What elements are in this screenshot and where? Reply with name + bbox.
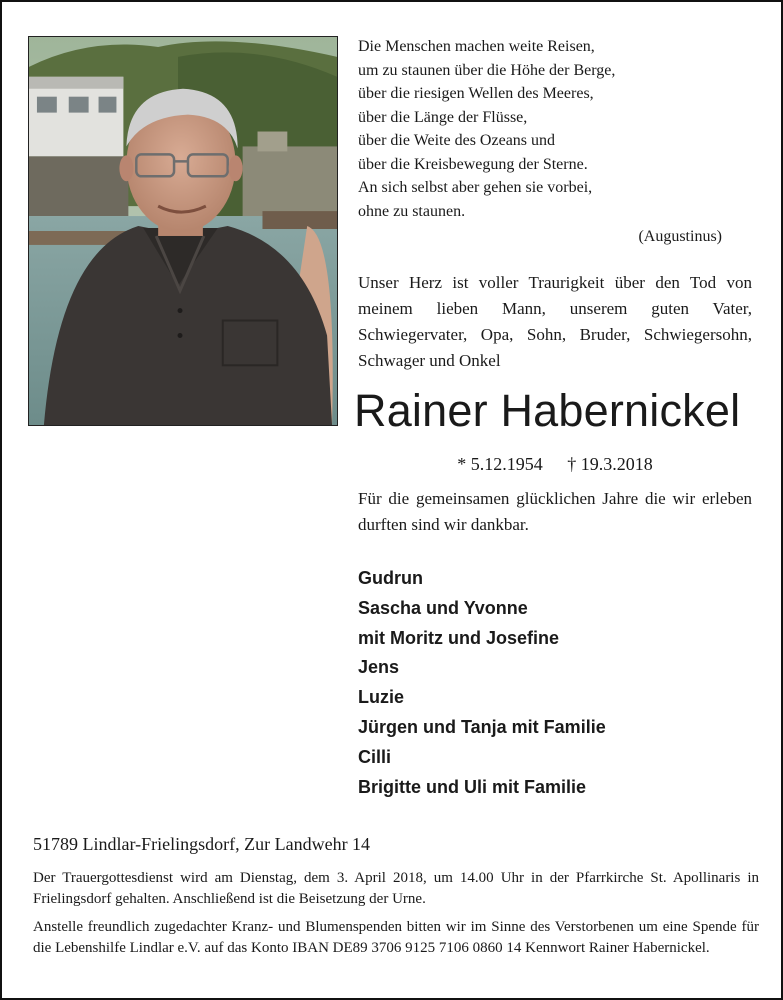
address: 51789 Lindlar-Frielingsdorf, Zur Landwehr 14 (33, 834, 371, 854)
deceased-name: Rainer Habernickel (354, 385, 741, 436)
poem-line: über die Kreisbewegung der Sterne. (358, 155, 588, 173)
poem-line: über die Weite des Ozeans und (358, 132, 556, 149)
donation-notice: Anstelle freundlich zugedachter Kranz- und Blumenspenden bitten wir im Sinne des Verstorbenen um eine Spende für die Lebenshilfe Lindlar e.V. auf das Konto IBAN DE89 3706 9125 7106 0860 14 Kennwort Rainer Habernickel. (33, 919, 759, 956)
poem-line: Die Menschen machen weite Reisen, (358, 38, 595, 55)
family-member: Cilli (358, 746, 392, 767)
poem (358, 35, 728, 249)
funeral-service-notice: Der Trauergottesdienst wird am Dienstag, dem 3. April 2018, um 14.00 Uhr in der Pfarrkirche St. Apollinaris in Frielingsdorf gehalten. Anschließend ist die Beisetzung der Urne. (33, 870, 759, 907)
family-member: Luzie (358, 687, 405, 708)
death-date: † 19.3.2018 (567, 454, 653, 474)
poem-line: über die Länge der Flüsse, (358, 108, 528, 126)
portrait-illustration (29, 37, 337, 425)
family-member: Brigitte und Uli mit Familie (358, 776, 587, 797)
life-dates (358, 452, 752, 476)
family-member: mit Moritz und Josefine (358, 627, 560, 648)
family-member: Jürgen und Tanja mit Familie (358, 716, 606, 737)
poem-line: über die riesigen Wellen des Meeres, (358, 85, 594, 102)
family-member: Jens (358, 657, 400, 678)
family-member: Gudrun (358, 568, 423, 588)
thanks-text: Für die gemeinsamen glücklichen Jahre die wir erleben durften sind wir dankbar. (358, 489, 752, 534)
poem-line: ohne zu staunen. (358, 202, 466, 220)
family-list (358, 564, 758, 802)
intro-text: Unser Herz ist voller Traurigkeit über den Tod von meinem lieben Mann, unserem guten Vater, Schwiegervater, Opa, Sohn, Bruder, Schwiegersohn, Schwager und Onkel (358, 273, 752, 370)
portrait-photo (28, 36, 338, 426)
poem-line: An sich selbst aber gehen sie vorbei, (358, 179, 593, 196)
family-member: Sascha und Yvonne (358, 597, 528, 618)
poem-line: um zu staunen über die Höhe der Berge, (358, 61, 616, 79)
poem-author: (Augustinus) (638, 228, 722, 245)
birth-date: * 5.12.1954 (457, 454, 543, 474)
